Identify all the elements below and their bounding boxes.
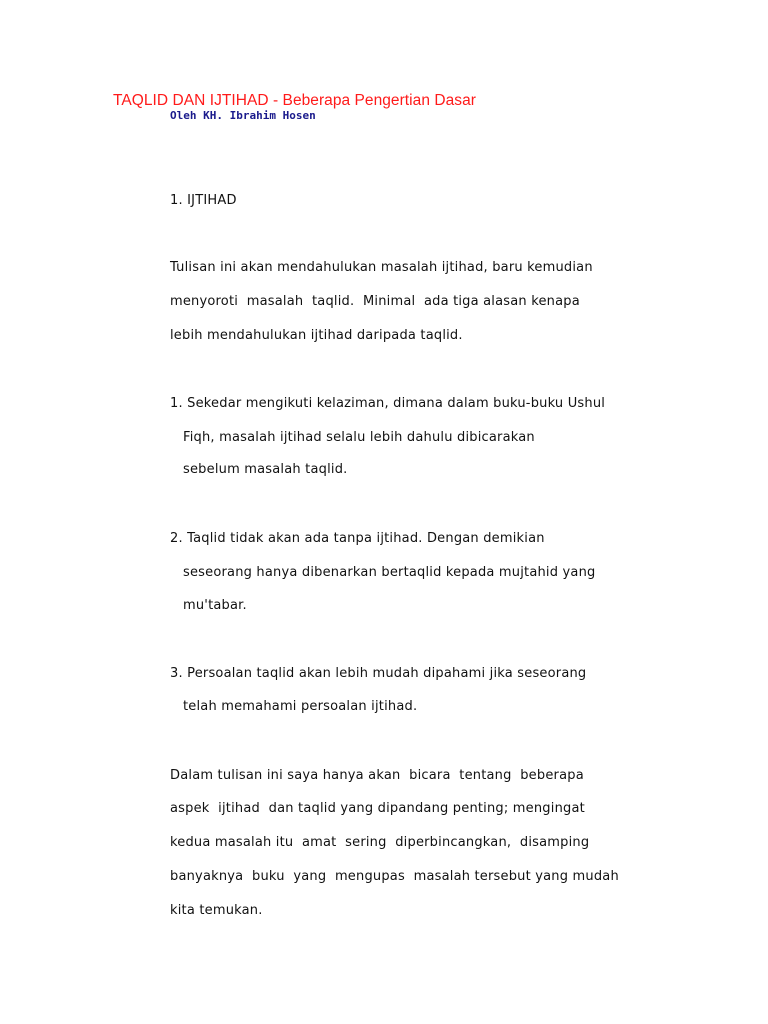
- paragraph-line: Dalam tulisan ini saya hanya akan bicara tentang beberapa: [170, 768, 584, 783]
- list-item-line: sebelum masalah taqlid.: [183, 462, 348, 477]
- list-item-line: mu'tabar.: [183, 598, 247, 613]
- paragraph-line: kedua masalah itu amat sering diperbincangkan, disamping: [170, 835, 590, 850]
- list-item-line: 3. Persoalan taqlid akan lebih mudah dipahami jika seseorang: [170, 666, 587, 681]
- section-heading: 1. IJTIHAD: [170, 193, 237, 208]
- document-author: Oleh KH. Ibrahim Hosen: [170, 109, 316, 122]
- list-item-line: telah memahami persoalan ijtihad.: [183, 699, 418, 714]
- paragraph-line: banyaknya buku yang mengupas masalah tersebut yang mudah: [170, 869, 619, 884]
- paragraph-line: menyoroti masalah taqlid. Minimal ada tiga alasan kenapa: [170, 294, 580, 309]
- document-title: TAQLID DAN IJTIHAD - Beberapa Pengertian Dasar: [113, 92, 476, 109]
- list-item-line: 1. Sekedar mengikuti kelaziman, dimana dalam buku-buku Ushul: [170, 396, 606, 411]
- paragraph-line: aspek ijtihad dan taqlid yang dipandang penting; mengingat: [170, 801, 585, 816]
- paragraph-line: lebih mendahulukan ijtihad daripada taqlid.: [170, 328, 463, 343]
- list-item-line: 2. Taqlid tidak akan ada tanpa ijtihad. Dengan demikian: [170, 531, 545, 546]
- paragraph-line: kita temukan.: [170, 903, 263, 918]
- list-item-line: seseorang hanya dibenarkan bertaqlid kepada mujtahid yang: [183, 565, 596, 580]
- paragraph-line: Tulisan ini akan mendahulukan masalah ijtihad, baru kemudian: [170, 260, 593, 275]
- list-item-line: Fiqh, masalah ijtihad selalu lebih dahulu dibicarakan: [183, 430, 535, 445]
